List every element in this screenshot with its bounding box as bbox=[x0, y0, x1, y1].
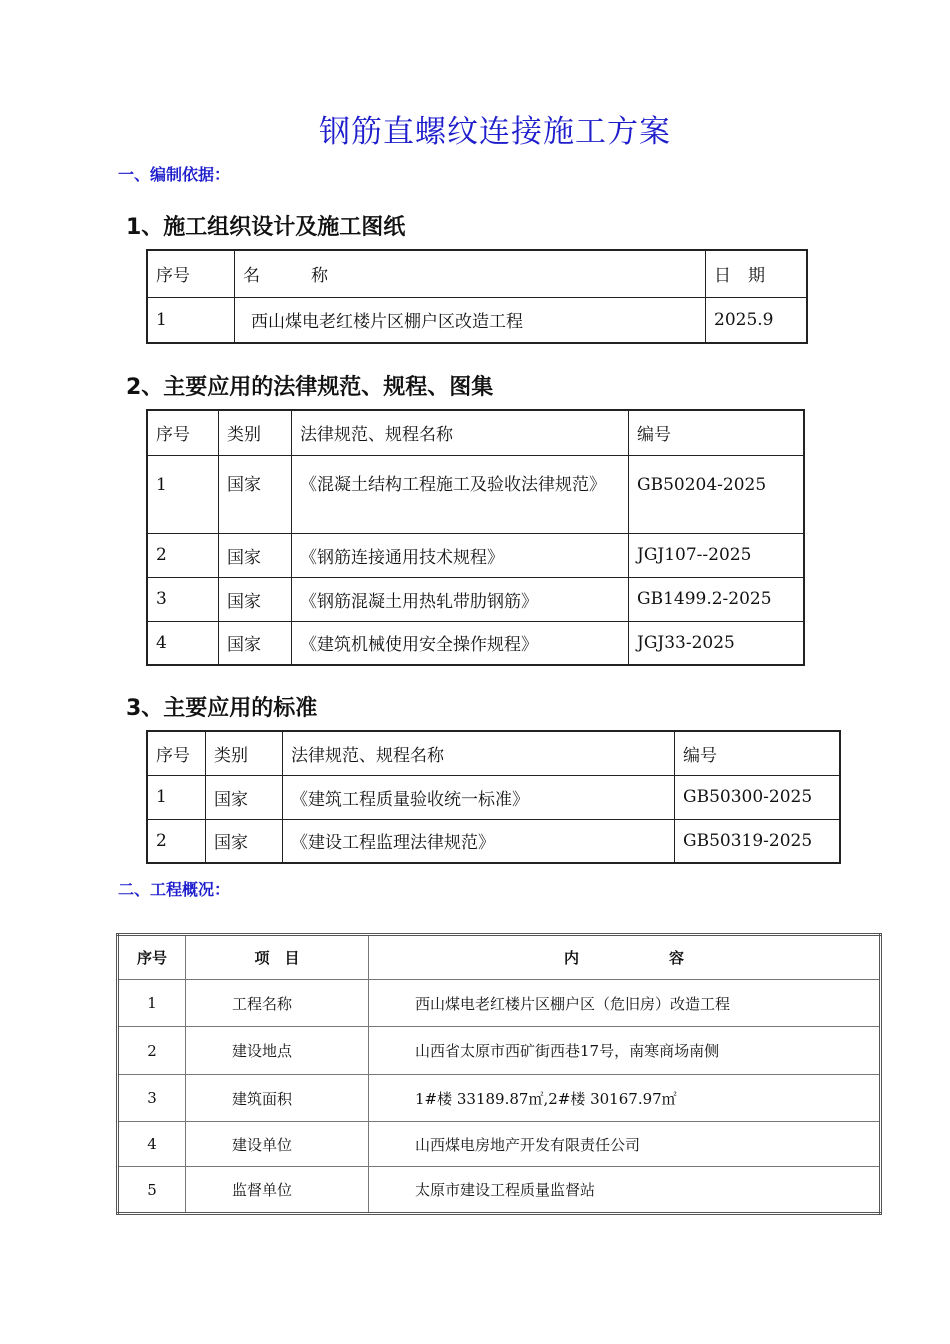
cell-index: 4 bbox=[118, 1122, 186, 1167]
table-row bbox=[147, 455, 804, 533]
header-cell: 法律规范、规程名称 bbox=[292, 410, 629, 455]
table-header-row bbox=[118, 935, 881, 980]
header-cell: 序号 bbox=[147, 410, 219, 455]
cell-content: 太原市建设工程质量监督站 bbox=[369, 1167, 881, 1214]
header-cell: 序号 bbox=[118, 935, 186, 980]
cell-index: 3 bbox=[147, 577, 219, 621]
cell-category: 国家 bbox=[219, 621, 292, 665]
cell-category: 国家 bbox=[219, 533, 292, 577]
table-header-row bbox=[147, 410, 804, 455]
cell-code: GB1499.2-2025 bbox=[629, 577, 805, 621]
cell-item: 建设单位 bbox=[186, 1122, 369, 1167]
section-heading-basis: 一、编制依据： bbox=[118, 165, 231, 184]
cell-content: 西山煤电老红楼片区棚户区（危旧房）改造工程 bbox=[369, 980, 881, 1027]
header-cell: 编号 bbox=[675, 731, 841, 775]
table-header-row bbox=[147, 250, 807, 297]
cell-item: 建设地点 bbox=[186, 1027, 369, 1075]
table-row bbox=[118, 980, 881, 1027]
cell-date: 2025.9 bbox=[706, 297, 808, 343]
cell-index: 3 bbox=[118, 1075, 186, 1122]
cell-content: 山西煤电房地产开发有限责任公司 bbox=[369, 1122, 881, 1167]
header-cell: 类别 bbox=[206, 731, 283, 775]
table-row bbox=[147, 621, 804, 665]
cell-name: 《钢筋连接通用技术规程》 bbox=[292, 533, 629, 577]
subsection-heading-standards: 3、主要应用的标准 bbox=[126, 696, 318, 721]
cell-index: 1 bbox=[147, 297, 235, 343]
cell-index: 1 bbox=[147, 775, 206, 819]
cell-content: 山西省太原市西矿街西巷17号，南寒商场南侧 bbox=[369, 1027, 881, 1075]
cell-category: 国家 bbox=[206, 775, 283, 819]
cell-index: 2 bbox=[147, 533, 219, 577]
standards-table bbox=[146, 730, 841, 864]
cell-index: 2 bbox=[147, 819, 206, 863]
cell-index: 5 bbox=[118, 1167, 186, 1214]
cell-item: 建筑面积 bbox=[186, 1075, 369, 1122]
cell-code: GB50319-2025 bbox=[675, 819, 841, 863]
page-title: 钢筋直螺纹连接施工方案 bbox=[319, 114, 671, 150]
table-row bbox=[118, 1027, 881, 1075]
cell-index: 2 bbox=[118, 1027, 186, 1075]
cell-category: 国家 bbox=[206, 819, 283, 863]
cell-name: 《建筑工程质量验收统一标准》 bbox=[283, 775, 675, 819]
table-row bbox=[147, 819, 840, 863]
cell-code: GB50204-2025 bbox=[629, 455, 805, 533]
cell-name: 《混凝土结构工程施工及验收法律规范》 bbox=[292, 455, 629, 533]
cell-category: 国家 bbox=[219, 577, 292, 621]
header-cell: 日 期 bbox=[706, 250, 808, 297]
cell-code: JGJ107--2025 bbox=[629, 533, 805, 577]
cell-name: 《建筑机械使用安全操作规程》 bbox=[292, 621, 629, 665]
cell-name: 西山煤电老红楼片区棚户区改造工程 bbox=[235, 297, 706, 343]
cell-name: 《钢筋混凝土用热轧带肋钢筋》 bbox=[292, 577, 629, 621]
header-cell: 内 容 bbox=[369, 935, 881, 980]
table-row bbox=[118, 1075, 881, 1122]
header-cell: 编号 bbox=[629, 410, 805, 455]
subsection-heading-design: 1、施工组织设计及施工图纸 bbox=[126, 215, 406, 240]
cell-name: 《建设工程监理法律规范》 bbox=[283, 819, 675, 863]
cell-category: 国家 bbox=[219, 455, 292, 533]
table-row bbox=[147, 775, 840, 819]
cell-content: 1#楼 33189.87㎡,2#楼 30167.97㎡ bbox=[369, 1075, 881, 1122]
cell-code: JGJ33-2025 bbox=[629, 621, 805, 665]
header-cell: 项 目 bbox=[186, 935, 369, 980]
project-overview-table bbox=[116, 933, 882, 1215]
design-drawings-table bbox=[146, 249, 808, 344]
header-cell: 类别 bbox=[219, 410, 292, 455]
header-cell: 序号 bbox=[147, 250, 235, 297]
cell-index: 1 bbox=[118, 980, 186, 1027]
subsection-heading-laws: 2、主要应用的法律规范、规程、图集 bbox=[126, 375, 494, 400]
cell-code: GB50300-2025 bbox=[675, 775, 841, 819]
cell-item: 工程名称 bbox=[186, 980, 369, 1027]
table-row bbox=[118, 1122, 881, 1167]
header-cell: 法律规范、规程名称 bbox=[283, 731, 675, 775]
table-header-row bbox=[147, 731, 840, 775]
cell-index: 1 bbox=[147, 455, 219, 533]
cell-index: 4 bbox=[147, 621, 219, 665]
header-cell: 序号 bbox=[147, 731, 206, 775]
table-row bbox=[147, 297, 807, 343]
header-cell: 名 称 bbox=[235, 250, 706, 297]
table-row bbox=[147, 577, 804, 621]
table-row bbox=[147, 533, 804, 577]
section-heading-overview: 二、工程概况： bbox=[118, 880, 231, 899]
cell-item: 监督单位 bbox=[186, 1167, 369, 1214]
laws-table bbox=[146, 409, 805, 666]
table-row bbox=[118, 1167, 881, 1214]
